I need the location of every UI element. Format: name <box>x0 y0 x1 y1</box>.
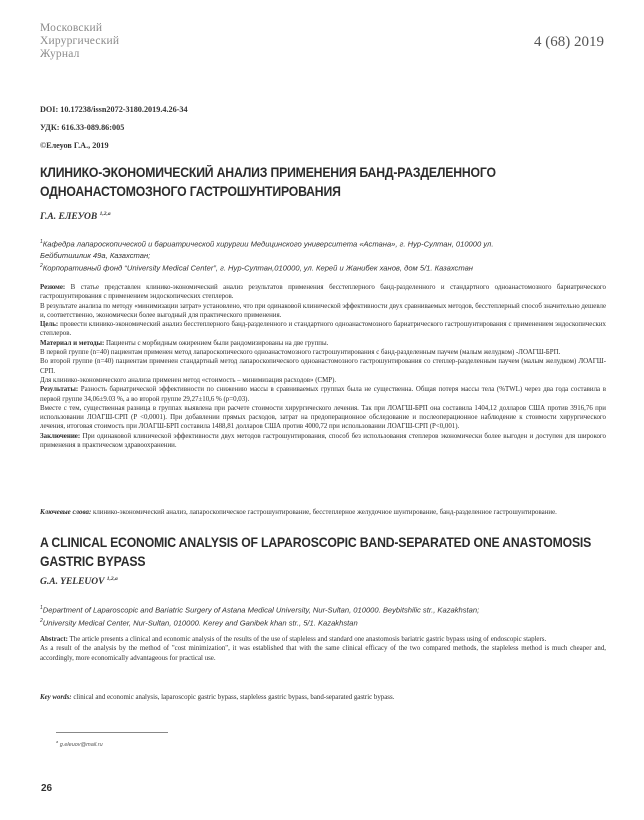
footnote-divider <box>56 732 168 733</box>
abstract-en-p1 <box>40 635 606 644</box>
affiliation-ru-1-cont: Бейбитшилик 49а, Казахстан; <box>40 250 151 260</box>
goal-ru-text: провести клинико-экономический анализ бесстеплерного банд-разделенного и стандартного одноанастомозного бариатрического гастрошунтирования с применением эндоскопических степлеров. <box>40 321 606 338</box>
author-ru-sup: 1,2,a <box>99 211 111 217</box>
abstract-en <box>40 635 606 663</box>
author-en <box>40 576 118 587</box>
author-en-sup: 1,2,a <box>106 576 118 582</box>
title-en-line1: A CLINICAL ECONOMIC ANALYSIS OF LAPAROSCOPIC BAND-SEPARATED ONE ANASTOMOSIS <box>40 535 592 550</box>
affiliation-en-1 <box>40 603 610 616</box>
keywords-en-text: clinical and economic analysis, laparoscopic gastric bypass, stapleless gastric bypass, band-separated gastric bypass. <box>71 694 395 701</box>
results-ru <box>40 385 606 404</box>
author-ru-name: Г.А. ЕЛЕУОВ <box>40 212 98 223</box>
keywords-en <box>40 693 606 702</box>
title-ru-line1: КЛИНИКО-ЭКОНОМИЧЕСКИЙ АНАЛИЗ ПРИМЕНЕНИЯ БАНД-РАЗДЕЛЕННОГО <box>40 165 496 180</box>
methods-ru-p3: Во второй группе (n=40) пациентам применен стандартный метод лапароскопического одноанастомозного гастрошунтирования со степлер-разделенным паучем (малым желудком) ЛОАГШ-СРП. <box>40 358 606 375</box>
footnote-email[interactable]: g.eleuov@mail.ru <box>59 741 103 748</box>
journal-name-line1: Московский <box>40 22 103 34</box>
issue-number: 4 (68) 2019 <box>534 34 604 50</box>
article-meta <box>40 101 188 155</box>
title-ru-line2: ОДНОАНАСТОМОЗНОГО ГАСТРОШУНТИРОВАНИЯ <box>40 184 341 199</box>
title-en-line2: GASTRIC BYPASS <box>40 554 146 569</box>
results-ru-p2: Вместе с тем, существенная разница в группах выявлена при расчете стоимости хирургического лечения. Так при ЛОАГШ-БРП она составила 1404,12 долларов США против 3916,76 при использовании ЛОАГШ-СРП (P <0,0001). При добавлении прямых расходов, затрат на предоперационное обследование и послеоперационное наблюдение к стоимости хирургического лечения, итоговая стоимость при ЛОАГШ-БРП составила 1488,81 долларов США против 4000,72 при использовании ЛОАГШ-СРП (P<0,001). <box>40 404 606 431</box>
journal-logo <box>40 22 180 72</box>
methods-ru-label: Материал и методы: <box>40 339 105 347</box>
aff-ru-2-sup: 2 <box>40 262 43 269</box>
copyright: ©Елеуов Г.А., 2019 <box>40 141 109 150</box>
aff-en-1-text: Department of Laparoscopic and Bariatric Surgery of Astana Medical University, Nur-Sultan, 010000. Beybitshilic str., Kazakhstan; <box>42 605 480 615</box>
author-en-name: G.A. YELEUOV <box>40 577 105 588</box>
methods-ru-p4: Для клинико-экономического анализа применен метод «стоимость – минимизация расходов» (CMP). <box>40 376 337 384</box>
abstract-en-label: Abstract: <box>40 636 68 643</box>
title-ru <box>40 163 605 201</box>
abstract-ru <box>40 283 606 450</box>
methods-ru-text: Пациенты с морбидным ожирением были рандомизированы на две группы. <box>104 339 329 347</box>
aff-ru-1-line1: Кафедра лапароскопической и бариатрической хирургии Медицинского университета «Астана», г. Нур-Султан, 010000 ул. <box>42 239 494 249</box>
author-ru <box>40 211 111 222</box>
aff-ru-2-text: Корпоративный фонд “University Medical Center”, г. Нур-Султан,010000, ул. Керей и Жанибек ханов, дом 5/1. Казахстан <box>42 263 473 273</box>
affiliation-ru-2 <box>40 261 610 274</box>
abstract-ru-label: Резюме: <box>40 284 66 291</box>
journal-name-line3: Журнал <box>40 48 80 60</box>
journal-name-line2: Хирургический <box>40 35 120 47</box>
abstract-en-p2: As a result of the analysis by the method of "cost minimization", it was established that with the same clinical efficacy of the two compared methods, the stapleless method is much cheaper and, accordingly, more economically advantageous for practical use. <box>40 645 606 662</box>
abstract-en-text1: The article presents a clinical and economic analysis of the results of the use of stapleless and standard one anastomosis bariatric gastric bypass using of endoscopic staplers. <box>67 636 547 643</box>
keywords-ru <box>40 508 606 517</box>
abstract-ru-p1 <box>40 283 606 302</box>
udk: УДК: 616.33-089.86:005 <box>40 123 125 132</box>
aff-en-2-text: University Medical Center, Nur-Sultan, 010000. Kerey and Ganibek khan str., 5/1. Kazakhstan <box>42 618 358 628</box>
abstract-ru-p2: В результате анализа по методу «минимизации затрат» установлено, что при одинаковой клинической эффективности двух сравниваемых методов, бесстеплерный способ значительно дешевле и, соответственно, экономически более выгодный для практического применения. <box>40 302 606 319</box>
keywords-ru-label: Ключевые слова: <box>40 509 92 516</box>
goal-ru-label: Цель: <box>40 321 59 329</box>
abstract-ru-text1: В статье представлен клинико-экономический анализ результатов применения бесстеплерного банд-разделенного и стандартного одноанастомозного бариатрического гастрошунтирования с применением эндоскопических степлеров. <box>40 284 606 301</box>
affiliations-en <box>40 603 610 628</box>
aff-en-2-sup: 2 <box>40 617 43 624</box>
doi: DOI: 10.17238/issn2072-3180.2019.4.26-34 <box>40 105 188 114</box>
footnote <box>56 739 103 748</box>
methods-ru <box>40 339 606 348</box>
conclusion-ru-text: При одинаковой клинической эффективности двух методов гастрошунтирования, способ без использования степлеров экономически более выгоден и доступен для широкого применения в практическом здравоохранении. <box>40 432 606 450</box>
affiliations-ru <box>40 237 610 273</box>
page-number: 26 <box>41 783 53 794</box>
affiliation-ru-1 <box>40 237 610 250</box>
methods-ru-p2: В первой группе (n=40) пациентам применен метод лапароскопического одноанастомозного гастрошунтирования с банд-разделенным паучем (малым желудком) -ЛОАГШ-БРП. <box>40 349 561 357</box>
goal-ru <box>40 320 606 339</box>
results-ru-text: Разность бариатрической эффективности по снижению массы в сравниваемых группах была не существенна. Общая потеря массы тела (%TWL) через два года составила в первой группе 34,06±9.03 %, а во второй группе 29,27±10,6 % (p=0,03). <box>40 386 606 403</box>
keywords-en-label: Key words: <box>40 694 72 701</box>
results-ru-label: Результаты: <box>40 386 79 394</box>
keywords-ru-text: клинико-экономический анализ, лапароскопическое гастрошунтирование, бесстеплерное желудочное шунтирование, банд-разделенное гастрошунтирование. <box>91 509 557 516</box>
aff-en-1-sup: 1 <box>40 605 43 611</box>
footnote-sup: a <box>56 739 59 744</box>
conclusion-ru-label: Заключение: <box>40 432 81 440</box>
aff-ru-1-sup: 1 <box>40 239 43 245</box>
title-en <box>40 533 605 571</box>
affiliation-en-2 <box>40 616 610 629</box>
conclusion-ru <box>40 432 606 451</box>
